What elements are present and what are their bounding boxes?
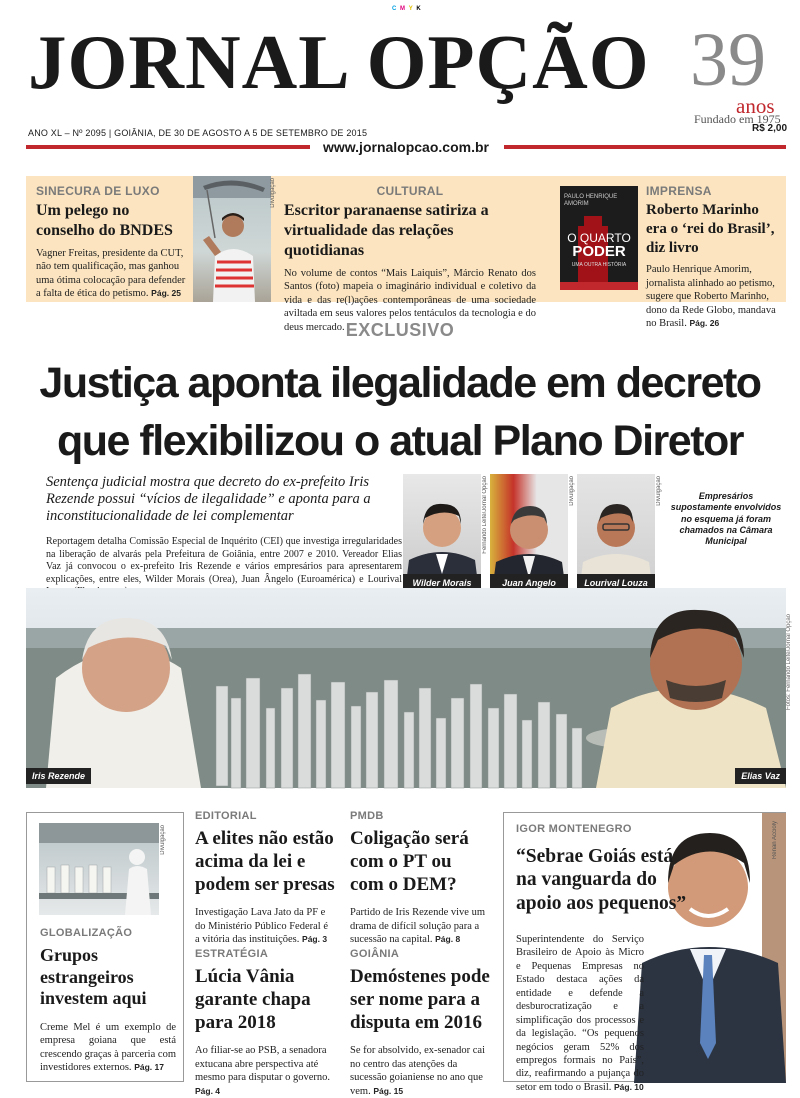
city-skyline: [26, 588, 786, 788]
section-kicker: IGOR MONTENEGRO: [516, 823, 632, 835]
teaser-text: Vagner Freitas, presidente da CUT, não tem qualificação, mas ganhou uma ótima colocação para defender a falta de ética do petismo.: [36, 248, 186, 300]
price: R$ 2,00: [752, 123, 788, 134]
portrait-caption: Juan Angelo: [490, 574, 568, 592]
portrait-credit: Divulgação: [656, 476, 662, 506]
main-headline[interactable]: [0, 354, 800, 470]
section-text: Creme Mel é um exemplo de empresa goiana que está crescendo graças à parceria com investidores externos.: [40, 1022, 176, 1074]
portrait-caption: Lourival Louza: [577, 574, 655, 592]
page-ref: Pág. 4: [195, 1085, 221, 1096]
section-kicker: GLOBALIZAÇÃO: [40, 927, 133, 939]
reg-c: C: [392, 6, 398, 12]
main-headline-line-1: Justiça aponta ilegalidade em decreto: [39, 359, 761, 407]
photo-caption-left: Iris Rezende: [26, 768, 91, 784]
city-photo: [26, 588, 786, 788]
newspaper-title: JORNAL OPÇÃO: [28, 19, 650, 105]
section-headline: Coligação será com o PT ou com o DEM?: [350, 828, 469, 895]
writer-photo: [193, 176, 271, 302]
book-title-1: O QUARTO: [567, 231, 631, 245]
registration-marks: [392, 6, 422, 12]
photo-credit: Divulgação: [270, 178, 276, 208]
page-ref: Pág. 3: [302, 934, 328, 945]
teaser-kicker: SINECURA DE LUXO: [36, 184, 160, 198]
reg-m: M: [400, 6, 407, 12]
main-subhead: Sentença judicial mostra que decreto do ex-prefeito Iris Rezende possui “vícios de ilegalidade” e aponta para a inconstitucionalidade de lei complementar: [46, 474, 371, 525]
photo-caption-right: Elias Vaz: [735, 768, 786, 784]
factory-art: [39, 823, 159, 915]
portrait-wilder: [403, 474, 481, 592]
teaser-imprensa[interactable]: [646, 184, 780, 330]
book-title-2: PODER: [572, 243, 626, 260]
portrait-credit: Divulgação: [569, 476, 575, 506]
page-ref: Pág. 26: [689, 318, 720, 328]
section-text: Partido de Iris Rezende vive um drama de difícil solução para a sucessão na capital.: [350, 907, 486, 946]
section-text: Se for absolvido, ex-senador cai no centro das atenções da sucessão goianiense no ano que vem.: [350, 1045, 485, 1097]
photo-credit: Fotos: Fernando Leite/Jornal Opção: [786, 614, 792, 711]
reg-k: K: [416, 6, 422, 12]
side-note: Empresários supostamente envolvidos no esquema já foram chamados na Câmara Municipal: [670, 491, 782, 546]
portrait-credit: Fernando Leite/Jornal Opção: [482, 476, 488, 554]
section-headline: Demóstenes pode ser nome para a disputa em 2016: [350, 966, 490, 1033]
estrategia-story[interactable]: [195, 948, 335, 1098]
red-rule-left: [26, 145, 310, 149]
portrait-juan: [490, 474, 568, 592]
anniversary-number: 39: [690, 18, 766, 102]
goiania-story[interactable]: [350, 948, 490, 1098]
main-headline-line-2: que flexibilizou o atual Plano Diretor: [56, 417, 744, 466]
interview-box[interactable]: [503, 812, 786, 1093]
section-headline: Grupos estrangeiros investem aqui: [40, 945, 147, 1009]
page-ref: Pág. 17: [134, 1062, 164, 1073]
teaser-headline: Roberto Marinho era o ‘rei do Brasil’, diz livro: [646, 202, 775, 256]
pmdb-story[interactable]: [350, 810, 490, 947]
section-kicker: ESTRATÉGIA: [195, 948, 269, 960]
anniversary-word: anos: [736, 94, 775, 118]
section-headline: A elites não estão acima da lei e podem ser presas: [195, 828, 335, 895]
teaser-headline: Um pelego no conselho do BNDES: [36, 202, 173, 239]
edition-line: ANO XL – Nº 2095 | GOIÂNIA, DE 30 DE AGOSTO A 5 DE SETEMBRO DE 2015: [28, 128, 368, 138]
writer-figure: [193, 176, 271, 302]
page-ref: Pág. 15: [373, 1085, 404, 1096]
section-kicker: EDITORIAL: [195, 810, 257, 822]
teaser-kicker: IMPRENSA: [646, 184, 712, 198]
teaser-text: Paulo Henrique Amorim, jornalista alinhado ao petismo, sugere que Roberto Marinho, dono da Rede Globo, mandava no Brasil.: [646, 264, 776, 329]
website-link[interactable]: www.jornalopcao.com.br: [323, 139, 489, 155]
teaser-sinecura[interactable]: [36, 184, 186, 301]
founded-line: Fundado em 1975: [694, 112, 781, 126]
red-rule-right: [504, 145, 786, 149]
photo-credit: Renan Accioly: [772, 821, 778, 860]
teaser-cultural[interactable]: [284, 184, 536, 334]
page-ref: Pág. 8: [435, 934, 461, 945]
section-headline: “Sebrae Goiás está na vanguarda do apoio aos pequenos”: [516, 846, 687, 914]
page-ref: Pág. 10: [614, 1081, 644, 1092]
book-author: PAULO HENRIQUE AMORIM: [564, 194, 618, 207]
teaser-headline: Escritor paranaense satiriza a virtualidade das relações quotidianas: [284, 202, 489, 259]
editorial-story[interactable]: [195, 810, 335, 947]
book-cover: [560, 186, 638, 290]
main-kicker: EXCLUSIVO: [345, 320, 455, 340]
teaser-kicker: CULTURAL: [376, 184, 444, 198]
page-ref: Pág. 25: [151, 288, 181, 299]
section-kicker: GOIÂNIA: [350, 948, 400, 960]
section-text: Ao filiar-se ao PSB, a senadora extucana abre perspectiva até mesmo para disputar o governo.: [195, 1045, 331, 1084]
factory-photo: [39, 823, 159, 915]
section-headline: Lúcia Vânia garante chapa para 2018: [195, 966, 311, 1033]
book-subtitle: UMA OUTRA HISTÓRIA: [571, 262, 627, 268]
portrait-caption: Wilder Morais: [403, 574, 481, 592]
photo-credit: Divulgação: [160, 825, 166, 855]
portrait-lourival: [577, 474, 655, 592]
section-text: Investigação Lava Jato da PF e do Ministério Público Federal é a vitória das instituições.: [195, 907, 328, 946]
teaser-text: No volume de contos “Mais Laiquis”, Márcio Renato dos Santos (foto) mapeia o imaginário individual e coletivo da vida e das re(l)ações contemporâneas de uma sociedade aviltada em seus valores pelos tentáculos da tecnologia e do deus mercado.: [284, 268, 536, 333]
section-kicker: PMDB: [350, 810, 384, 822]
section-text: Superintendente do Serviço Brasileiro de Apoio às Micro e Pequenas Empresas no Estado destaca ações da entidade e defende a desburocratização e a simplificação dos processos e da legislação. “Os pequenos negócios geram 52% dos empregos formais no País”, diz, reafirmando a pujança do setor em todo o Brasil.: [516, 934, 644, 1093]
globalizacao-box[interactable]: [26, 812, 184, 1082]
reg-y: Y: [408, 6, 414, 12]
main-lead-text: Reportagem detalha Comissão Especial de Inquérito (CEI) que investiga irregularidades na liberação de alvarás pela Prefeitura de Goiânia, entre 2007 e 2010. Vereador Elias Vaz já convocou o ex-prefeito Iris Rezende e vários empresários para apresentarem explicações, entre eles, Wilder Morais (Orea), Juan Ângelo (Euroamérica) e Lourival: [46, 536, 402, 585]
